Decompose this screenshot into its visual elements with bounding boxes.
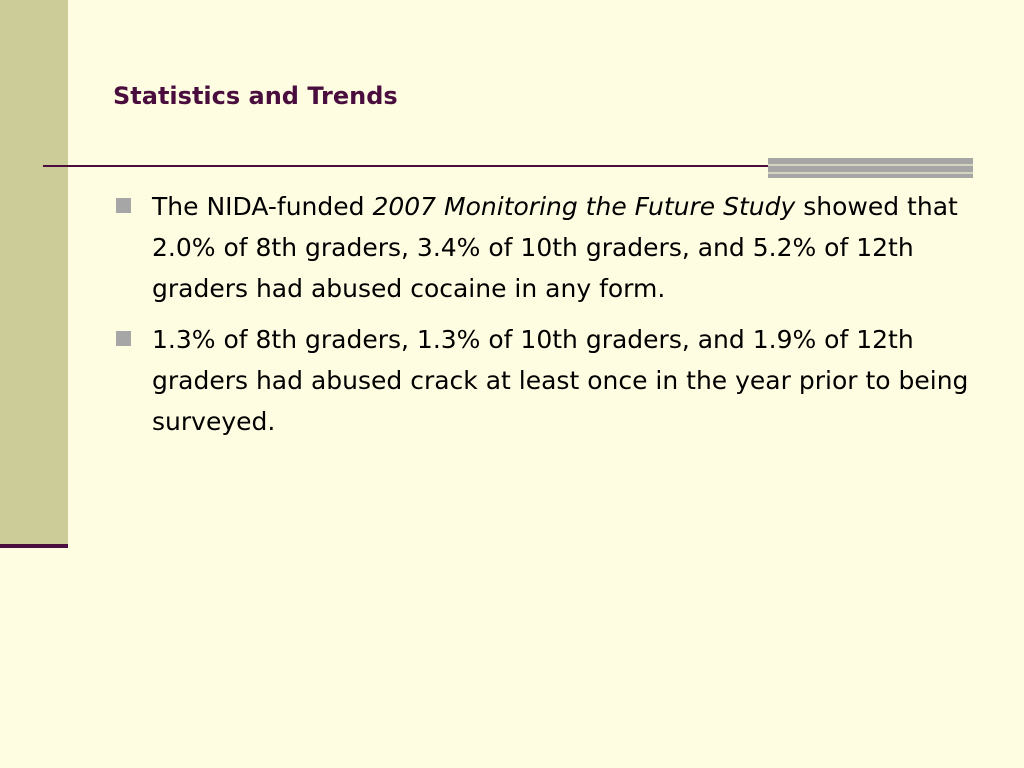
slide-body — [116, 186, 976, 452]
slide-title: Statistics and Trends — [113, 82, 398, 110]
bullet-item-cocaine — [116, 186, 976, 309]
left-bar-base-rule — [0, 544, 68, 548]
bullet-lead-text: The NIDA-funded — [152, 192, 373, 221]
left-decorative-bar — [0, 0, 68, 544]
bullet-tail-text: showed that 2.0% of 8th graders, 3.4% of 10th graders, and 5.2% of 12th graders had abused cocaine in any form. — [152, 192, 958, 303]
square-bullet-icon — [116, 331, 131, 346]
title-accent-bar — [768, 158, 973, 178]
square-bullet-icon — [116, 198, 131, 213]
bullet-text: 1.3% of 8th graders, 1.3% of 10th graders, and 1.9% of 12th graders had abused crack at least once in the year prior to being surveyed. — [152, 325, 969, 436]
study-title: 2007 Monitoring the Future Study — [372, 192, 796, 221]
bullet-item-crack — [116, 319, 976, 442]
